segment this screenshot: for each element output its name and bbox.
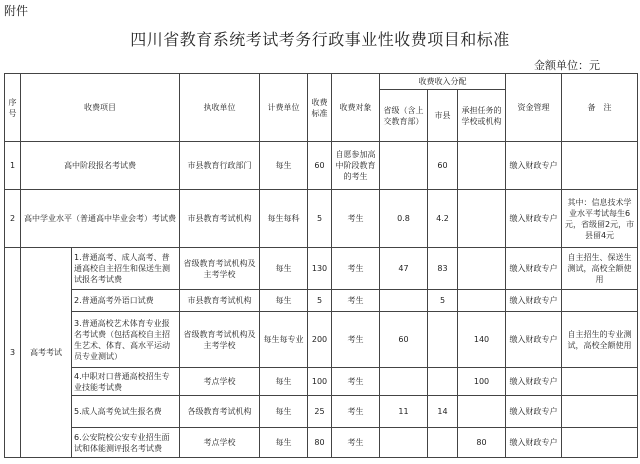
row-provincial: 47 xyxy=(380,248,428,290)
row-billing-unit: 每生 xyxy=(260,368,308,396)
row-undertaking: 80 xyxy=(458,428,506,458)
row-item: 1.普通高考、成人高考、普通高校自主招生和保送生测试报名考试费 xyxy=(72,248,180,290)
row-payer: 考生 xyxy=(332,248,380,290)
header-provincial: 省级（含上交教育部） xyxy=(380,90,428,142)
table-row xyxy=(5,312,638,368)
row-provincial: 60 xyxy=(380,312,428,368)
header-undertaking: 承担任务的学校或机构 xyxy=(458,90,506,142)
header-standard: 收费标准 xyxy=(308,74,332,142)
row-city-county: 4.2 xyxy=(428,190,458,248)
row-item: 高中阶段报名考试费 xyxy=(21,142,180,190)
row-agency: 省级教育考试机构及主考学校 xyxy=(180,312,260,368)
row-item: 3.普通高校艺术体育专业报名考试费（包括高校自主招生艺术、体育、高水平运动员专业测试） xyxy=(72,312,180,368)
row-agency: 市县教育考试机构 xyxy=(180,290,260,312)
row-management: 缴入财政专户 xyxy=(506,190,562,248)
row-billing-unit: 每生 xyxy=(260,248,308,290)
row-payer: 自愿参加高中阶段教育的考生 xyxy=(332,142,380,190)
row-city-county: 5 xyxy=(428,290,458,312)
row-remark xyxy=(562,142,638,190)
row-billing-unit: 每生每科 xyxy=(260,190,308,248)
row-standard: 200 xyxy=(308,312,332,368)
attachment-label: 附件 xyxy=(4,4,29,18)
header-remark: 备 注 xyxy=(562,74,638,142)
row-management: 缴入财政专户 xyxy=(506,368,562,396)
row-undertaking: 140 xyxy=(458,312,506,368)
row-billing-unit: 每生 xyxy=(260,428,308,458)
row-city-county xyxy=(428,368,458,396)
table-row xyxy=(5,142,638,190)
header-management: 资金管理 xyxy=(506,74,562,142)
header-row xyxy=(5,74,638,90)
row-group: 高考考试 xyxy=(21,248,72,458)
row-management: 缴入财政专户 xyxy=(506,396,562,428)
row-undertaking xyxy=(458,396,506,428)
header-no: 序号 xyxy=(5,74,21,142)
row-agency: 省级教育考试机构及主考学校 xyxy=(180,248,260,290)
table-row xyxy=(5,368,638,396)
table-row xyxy=(5,190,638,248)
row-no: 3 xyxy=(5,248,21,458)
row-agency: 考点学校 xyxy=(180,428,260,458)
row-item: 2.普通高考外语口试费 xyxy=(72,290,180,312)
row-agency: 各级教育考试机构 xyxy=(180,396,260,428)
row-standard: 5 xyxy=(308,290,332,312)
header-city-county: 市县 xyxy=(428,90,458,142)
row-billing-unit: 每生 xyxy=(260,290,308,312)
row-billing-unit: 每生每专业 xyxy=(260,312,308,368)
row-standard: 100 xyxy=(308,368,332,396)
row-no: 2 xyxy=(5,190,21,248)
row-agency: 市县教育考试机构 xyxy=(180,190,260,248)
row-standard: 80 xyxy=(308,428,332,458)
header-distribution: 收费收入分配 xyxy=(380,74,506,90)
row-agency: 考点学校 xyxy=(180,368,260,396)
table-row xyxy=(5,396,638,428)
row-standard: 130 xyxy=(308,248,332,290)
row-payer: 考生 xyxy=(332,290,380,312)
row-remark xyxy=(562,396,638,428)
header-agency: 执收单位 xyxy=(180,74,260,142)
row-management: 缴入财政专户 xyxy=(506,142,562,190)
table-row xyxy=(5,248,638,290)
row-billing-unit: 每生 xyxy=(260,396,308,428)
table-row xyxy=(5,290,638,312)
table-row xyxy=(5,428,638,458)
row-management: 缴入财政专户 xyxy=(506,428,562,458)
row-city-county xyxy=(428,312,458,368)
row-city-county: 83 xyxy=(428,248,458,290)
row-city-county xyxy=(428,428,458,458)
row-remark: 自主招生的专业测试，高校全额使用 xyxy=(562,312,638,368)
row-undertaking: 100 xyxy=(458,368,506,396)
row-payer: 考生 xyxy=(332,396,380,428)
row-agency: 市县教育行政部门 xyxy=(180,142,260,190)
row-provincial: 0.8 xyxy=(380,190,428,248)
row-remark xyxy=(562,368,638,396)
row-standard: 5 xyxy=(308,190,332,248)
header-item: 收费项目 xyxy=(21,74,180,142)
row-provincial xyxy=(380,290,428,312)
row-undertaking xyxy=(458,248,506,290)
row-no: 1 xyxy=(5,142,21,190)
row-remark: 其中：信息技术学业水平考试每生6元，省级留2元，市县留4元 xyxy=(562,190,638,248)
row-payer: 考生 xyxy=(332,312,380,368)
row-payer: 考生 xyxy=(332,368,380,396)
row-standard: 25 xyxy=(308,396,332,428)
row-item: 高中学业水平（普通高中毕业会考）考试费 xyxy=(21,190,180,248)
row-management: 缴入财政专户 xyxy=(506,290,562,312)
row-management: 缴入财政专户 xyxy=(506,248,562,290)
row-provincial xyxy=(380,428,428,458)
currency-unit: 金额单位：元 xyxy=(534,59,600,72)
row-item: 4.中职对口普通高校招生专业技能考试费 xyxy=(72,368,180,396)
row-payer: 考生 xyxy=(332,428,380,458)
row-standard: 60 xyxy=(308,142,332,190)
row-provincial xyxy=(380,368,428,396)
row-provincial xyxy=(380,142,428,190)
row-provincial: 11 xyxy=(380,396,428,428)
row-undertaking xyxy=(458,290,506,312)
row-city-county: 60 xyxy=(428,142,458,190)
header-payer: 收费对象 xyxy=(332,74,380,142)
row-city-county: 14 xyxy=(428,396,458,428)
row-undertaking xyxy=(458,142,506,190)
row-remark xyxy=(562,428,638,458)
row-management: 缴入财政专户 xyxy=(506,312,562,368)
row-item: 5.成人高考免试生报名费 xyxy=(72,396,180,428)
row-item: 6.公安院校公安专业招生面试和体能测评报名考试费 xyxy=(72,428,180,458)
row-remark xyxy=(562,290,638,312)
fee-table xyxy=(4,73,638,458)
row-billing-unit: 每生 xyxy=(260,142,308,190)
page-title: 四川省教育系统考试考务行政事业性收费项目和标准 xyxy=(130,30,510,49)
header-billing-unit: 计费单位 xyxy=(260,74,308,142)
row-remark: 自主招生、保送生测试，高校全额使用 xyxy=(562,248,638,290)
row-payer: 考生 xyxy=(332,190,380,248)
row-undertaking xyxy=(458,190,506,248)
